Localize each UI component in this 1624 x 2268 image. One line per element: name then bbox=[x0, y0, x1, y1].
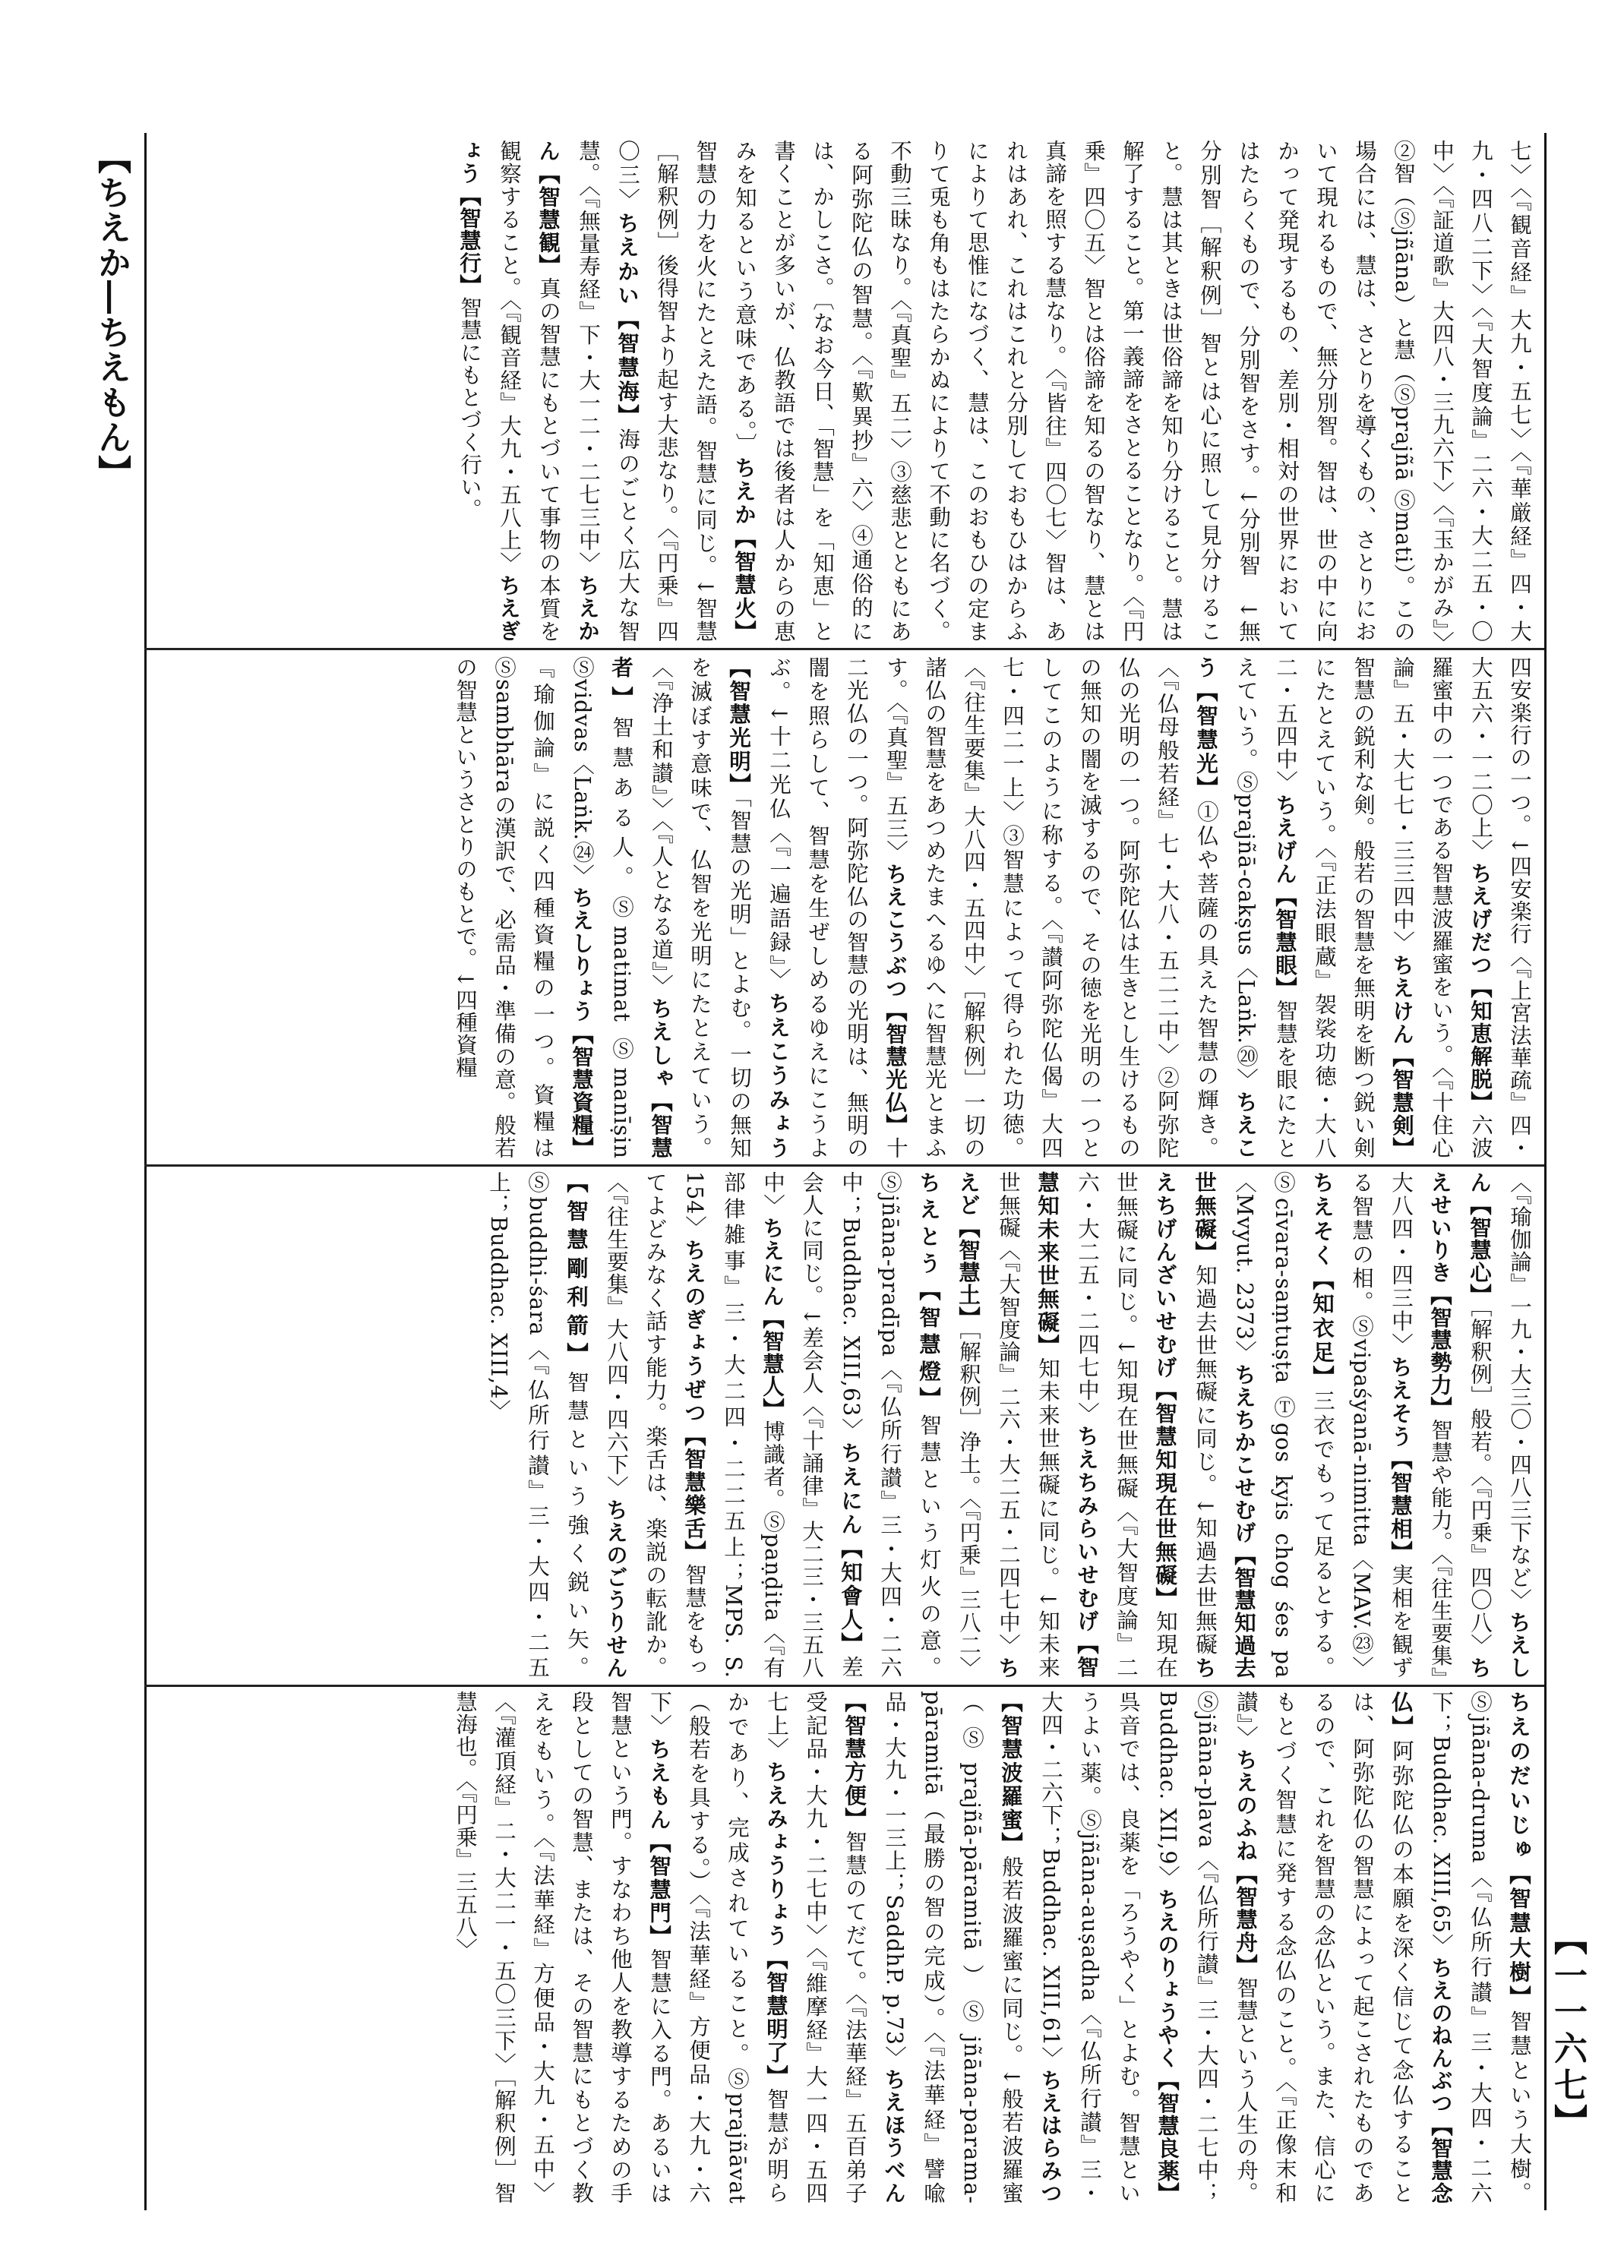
entry-definition: 実相を観ずる智慧の相。Ⓢvipaśyanā-nimitta〈MAV.㉓〉 bbox=[1349, 1171, 1414, 1679]
entry-kanji-form: 【智慧勢力】 bbox=[1427, 1284, 1453, 1419]
entry-kanji-form: 【知衣足】 bbox=[1310, 1268, 1335, 1390]
entry-kanji-form: 【智慧観】 bbox=[536, 163, 561, 277]
dictionary-entry bbox=[882, 1691, 1063, 2204]
entry-definition: 智慧や能力。〈『往生要集』大八四・四三中〉 bbox=[1389, 1171, 1453, 1679]
entry-kanji-form: 【智慧門】 bbox=[646, 1831, 672, 1948]
entry-definition: 智慧にもとづく行い。 bbox=[457, 296, 482, 521]
entry-definition: 「智慧の光明」とよむ。一切の無知を滅ぼす意味で、仏智を光明にたとえていう。〈『浄土和讃』〉〈『人となる道』〉 bbox=[649, 656, 752, 1159]
entry-definition: 般若波羅蜜に同じ。↓般若波羅蜜（Ⓢprajñā-pāramitā）Ⓢjñāna-parama-pāramitā（最勝の智の完成）。〈『法華経』譬喩品・大九・一三上；SaddhP. p.73〉 bbox=[882, 1691, 1024, 2204]
entry-definition: ①仏や菩薩の具えた智慧の輝き。〈『仏母般若経』七・大八・五二二中〉②阿弥陀仏の光明の一つ。阿弥陀仏は生きとし生けるものの無知の闇を滅するので、その徳を光明の一つとしてこのように称する。〈『讃阿弥陀仏偈』大四七・四二一上〉③智慧によって得られた功徳。〈『往生要集』大八四・五四中〉［解釈例］一切の諸仏の智慧をあつめたまへるゆへに智慧光とまふす。〈『真聖』五三〉 bbox=[883, 656, 1219, 1159]
entry-definition: 七〉〈『観音経』大九・五七〉〈『華厳経』四・大九・四八二下〉〈『大智度論』二六・大二五・〇中〉〈『証道歌』大四八・三九六下〉〈『玉かがみ』〉②智（Ⓢjñāna）と慧（Ⓢprajñā Ⓢmati）。この場合には、慧は、さとりを導くもの、さとりにおいて現れるもので、無分別智。智は、世の中に向かって発現するもの、差別・相対の世界においてはたらくもので、分別智をさす。↓分別智 ↓無分別智 bbox=[1197, 140, 1532, 643]
dictionary-entry bbox=[1234, 1691, 1454, 2204]
entry-headword: ちえのりょうやく bbox=[1155, 1887, 1180, 2069]
entry-headword: ちえそく bbox=[1310, 1171, 1335, 1268]
entry-kanji-form: 【智慧良薬】 bbox=[1155, 2068, 1180, 2204]
entry-definition: ［解釈例］智とは心に照して見分けること。慧は其ときは世俗諦を知り分けること。慧は解了すること。第一義諦をさとることなり。〈『円乗』四〇五〉智とは俗諦を知るの智なり、慧とは真諦を照する慧なり。〈『皆往』四〇七〉智は、あれはあれ、これはこれと分別しておもひはからふによりて思惟になづく、慧は、このおもひの定まりて兎も角もはたらかぬによりて不動に名づく。不動三昧なり。〈『真聖』五二〉③慈悲とともにある阿弥陀仏の智慧。〈『歎異抄』六〉④通俗的には、かしこさ。〔なお今日、「智慧」を「知恵」と書くことが多いが、仏教語では後者は人からの恵みを知るという意味である。〕 bbox=[732, 140, 1222, 643]
entry-definition: 呉音では、良薬を「ろうやく」とよむ。智慧というよい薬。Ⓢjñāna-auṣadha〈『仏所行讃』三・大四・二六下；Buddhac. XIII,61〉 bbox=[1038, 1691, 1141, 2204]
entry-headword: ちえとう bbox=[916, 1171, 942, 1279]
entry-kanji-form: 【智慧土】 bbox=[956, 1216, 981, 1329]
entry-definition: 智慧という灯火の意。Ⓢjñāna-pradīpa〈『仏所行讃』三・大四・二六中；Buddhac. XIII,63〉 bbox=[839, 1171, 942, 1679]
entry-kanji-form: 【智慧光仏】 bbox=[883, 1000, 908, 1137]
band-divider-2 bbox=[144, 1164, 1544, 1167]
entry-definition: 智慧の力を火にたとえた語。智慧に同じ。↓智慧 ［解釈例］後得智より起す大悲なり。〈『円乗』四〇三〉 bbox=[615, 140, 718, 643]
band-1-text bbox=[149, 140, 1539, 643]
dictionary-entry bbox=[883, 656, 1259, 1159]
entry-headword: ちえのごうりせん bbox=[603, 1498, 629, 1679]
entry-kanji-form: 【智慧心】 bbox=[1467, 1193, 1493, 1306]
entry-headword: ちえちみらいせむげ bbox=[1074, 1425, 1100, 1634]
entry-kanji-form: 【智慧剣】 bbox=[1389, 1045, 1415, 1159]
entry-kanji-form: 【知恵解脱】 bbox=[1468, 976, 1493, 1114]
entry-headword: ちえけん bbox=[1389, 953, 1415, 1046]
entry-headword: ちえこうみょう bbox=[766, 992, 791, 1159]
entry-headword: ちえのぎょうぜつ bbox=[681, 1238, 707, 1425]
entry-headword: ちえど bbox=[956, 1171, 1021, 1679]
entry-definition: 智慧という大樹。Ⓢjñāna-druma〈『仏所行讃』三・大四・二六下；Buddhac. XIII,65〉 bbox=[1429, 1691, 1532, 2204]
entry-headword: ちえしん bbox=[1467, 1171, 1532, 1679]
entry-headword: ちえちかこせむげ bbox=[1231, 1363, 1257, 1544]
band-divider-3 bbox=[144, 1685, 1544, 1687]
entry-kanji-form: 【智慧舟】 bbox=[1233, 1862, 1259, 1977]
dictionary-entry bbox=[453, 1691, 672, 2204]
entry-headword: ちえのねんぶつ bbox=[1428, 1956, 1454, 2115]
dictionary-entry bbox=[576, 140, 640, 643]
entry-kanji-form: 【智慧人】 bbox=[760, 1306, 785, 1420]
entry-kanji-form: 【智慧光】 bbox=[1193, 680, 1219, 801]
entry-kanji-form: 【智慧行】 bbox=[457, 185, 482, 297]
entry-headword: ちえこうぶつ bbox=[883, 862, 908, 1000]
band-3-text bbox=[149, 1171, 1539, 1679]
entry-definition: 智慧の鋭利な剣。般若の智慧を無明を断つ鋭い剣にたとえていう。〈『正法眼蔵』袈裟功徳・大八二・五四中〉 bbox=[1273, 656, 1376, 1159]
entry-kanji-form: 【智慧海】 bbox=[615, 308, 640, 428]
entry-kanji-form: 【智慧方便】 bbox=[842, 1691, 867, 1831]
entry-kanji-form: 【智慧燈】 bbox=[916, 1278, 942, 1414]
text-band-3 bbox=[149, 1171, 1539, 1679]
entry-headword: ちえのだいじゅ bbox=[1506, 1691, 1532, 1863]
entry-definition: 博識者。Ⓢpaṇḍita〈『有部律雑事』三・大二四・二二五上；MPS. S. 154〉 bbox=[682, 1171, 785, 1679]
entry-headword: ちえしゃ bbox=[648, 997, 674, 1091]
band-divider-1 bbox=[144, 648, 1544, 650]
entry-headword: ちえげん bbox=[1272, 793, 1298, 886]
entry-definition: 四安楽行の一つ。↓四安楽行〈『上宮法華疏』四・大五六・一二〇上〉 bbox=[1468, 656, 1532, 1159]
entry-definition: ［解釈例］浄土。〈『円乗』三八二〉 bbox=[956, 1328, 981, 1679]
entry-definition: 『瑜伽論』に説く四種資糧の一つ。資糧はⓈsambhāraの漢訳で、必需品・準備の意。般若の智慧というさとりのもとで。↓四種資糧 bbox=[453, 656, 555, 1159]
entry-definition: 海のごとく広大な智慧。〈『無量寿経』下・大一二・二七三中〉 bbox=[576, 140, 640, 643]
dictionary-entry bbox=[1197, 140, 1532, 643]
entry-kanji-form: 【智慧光明】 bbox=[726, 656, 752, 797]
entry-headword: ちえかい bbox=[615, 211, 640, 308]
entry-headword: ちえか bbox=[731, 456, 757, 527]
entry-headword: ちえこう bbox=[1193, 656, 1259, 1159]
entry-definition: 智慧をもってよどみなく話す能力。楽舌は、楽説の転訛か。〈『往生要集』大八四・四六下〉 bbox=[604, 1171, 707, 1679]
text-band-2 bbox=[149, 656, 1539, 1159]
entry-kanji-form: 【知會人】 bbox=[838, 1537, 864, 1657]
entry-definition: 智慧という強く鋭い矢。Ⓢbuddhi-śara〈『仏所行讃』三・大四・二五上；Buddhac. XIII,4〉 bbox=[486, 1171, 589, 1679]
entry-kanji-form: 【智慧明了】 bbox=[763, 1947, 789, 2089]
text-band-1 bbox=[149, 140, 1539, 643]
entry-definition: 智慧ある人。Ⓢmatimat Ⓢmanīṣin Ⓢvidvas〈Laṅk.㉔〉 bbox=[570, 656, 634, 1159]
band-4-text bbox=[149, 1691, 1539, 2204]
entry-headword: ちえのふね bbox=[1233, 1748, 1259, 1863]
dictionary-entry bbox=[732, 140, 1222, 643]
entry-headword: ちえにん bbox=[838, 1442, 864, 1537]
entry-headword: ちえぎょう bbox=[457, 140, 522, 643]
text-band-4 bbox=[149, 1691, 1539, 2204]
entry-kanji-form: 【智慧火】 bbox=[731, 526, 757, 643]
entry-definition: 智慧が明らかであり、完成されていること。Ⓢprajñāvat（般若を具する。）〈『法華経』方便品・大九・六下〉 bbox=[647, 1691, 789, 2204]
entry-definition: 智慧に入る門。あるいは智慧という門。すなわち他人を教導するための手段としての智慧、または、その智慧にもとづく教えをもいう。〈『法華経』方便品・大九・五中〉〈『灌頂経』二・大二一・五〇三下〉［解釈例］智慧海也。〈『円乗』三五八〉 bbox=[453, 1691, 672, 2204]
entry-definition: 知未来世無礙に同じ。↓知未来世無礙〈『大智度論』二六・大二五・二四七中〉 bbox=[996, 1171, 1060, 1679]
entry-headword: ちえみょうりょう bbox=[763, 1761, 789, 1948]
entry-kanji-form: 【智慧知現在世無礙】 bbox=[1152, 1379, 1178, 1610]
entry-kanji-form: 【智慧波羅蜜】 bbox=[998, 1691, 1024, 1856]
entry-definition: 真の智慧にもとづいて事物の本質を観察すること。〈『観音経』大九・五八上〉 bbox=[497, 140, 561, 643]
entry-headword: ちえげだつ bbox=[1468, 862, 1493, 977]
entry-definition: 智慧を眼にたとえていう。Ⓢprajñā-cakṣus〈Laṅk.⑳〉 bbox=[1234, 656, 1298, 1159]
entry-definition: 知過去世無礙に同じ。↓知過去世無礙 bbox=[1193, 1264, 1218, 1657]
entry-kanji-form: 【智慧資糧】 bbox=[569, 1022, 595, 1159]
entry-kanji-form: 【智慧眼】 bbox=[1272, 885, 1298, 1000]
entry-definition: ［解釈例］般若。〈『円乗』四〇八〉 bbox=[1468, 1306, 1493, 1657]
entry-headword: ちえちげんざいせむげ bbox=[1152, 1171, 1218, 1679]
page-number: 【一一六七】 bbox=[1548, 1922, 1587, 2140]
entry-headword: ちえはらみつ bbox=[1038, 2069, 1063, 2204]
entry-headword: ちえかん bbox=[536, 140, 601, 643]
entry-headword: ちえにん bbox=[760, 1216, 785, 1307]
entry-definition: 知現在世無礙に同じ。↓知現在世無礙〈『大智度論』二六・大二五・二四七中〉 bbox=[1075, 1171, 1178, 1679]
entry-kanji-form: 【智慧剛利箭】 bbox=[564, 1171, 589, 1371]
entry-kanji-form: 【智慧者】 bbox=[608, 656, 674, 1159]
entry-definition: 智慧のてだて。〈『法華経』五百弟子受記品・大九・二七中〉〈『維摩経』大一四・五四七上〉 bbox=[764, 1691, 867, 2204]
entry-kanji-form: 【智慧相】 bbox=[1388, 1448, 1414, 1564]
entry-kanji-form: 【智慧知過去世無礙】 bbox=[1192, 1171, 1257, 1679]
entry-kanji-form: 【智慧樂舌】 bbox=[681, 1424, 707, 1564]
entry-headword: ちえしりょう bbox=[569, 886, 595, 1023]
entry-definition: 〈『瑜伽論』一九・大三〇・四八三下など〉 bbox=[1507, 1171, 1532, 1612]
entry-definition: 十二光仏の一つ。阿弥陀仏の智慧の光明は、無明の闇を照らして、智慧を生ぜしめるゆえにこうよぶ。↓十二光仏〈『一遍語録』〉 bbox=[766, 656, 908, 1159]
dictionary-entry bbox=[1507, 1171, 1532, 1611]
running-head: 【ちえか―ちえもん】 bbox=[92, 141, 131, 490]
entry-headword: ちえせいりき bbox=[1427, 1171, 1493, 1679]
entry-definition: 差会人に同じ。↓差会人〈『十誦律』大二三・三五八中〉 bbox=[760, 1171, 864, 1679]
entry-headword: ちえそう bbox=[1388, 1356, 1414, 1448]
entry-definition: 六波羅蜜中の一つである智慧波羅蜜をいう。〈『十住心論』五・大七七・三三四中〉 bbox=[1390, 656, 1493, 1159]
entry-kanji-form: 【智慧大樹】 bbox=[1506, 1862, 1532, 2011]
band-2-text bbox=[149, 656, 1539, 1159]
entry-definition: 智慧という人生の舟。Ⓢjñāna-plava〈『仏所行讃』三・大四・二七中；Buddhac. XII,9〉 bbox=[1155, 1691, 1259, 2204]
entry-headword: ちえもん bbox=[646, 1737, 672, 1831]
entry-definition: 三衣でもって足るとする。Ⓢcīvara-saṃtuṣṭa Ⓣgos kyis chog śes pa〈Mvyut. 2373〉 bbox=[1232, 1171, 1335, 1679]
entry-kanji-form: 【智慧知未来世無礙】 bbox=[1035, 1171, 1100, 1679]
entry-kanji-form: 【智慧念仏】 bbox=[1389, 1691, 1454, 2204]
entry-headword: ちえほうべん bbox=[881, 2068, 907, 2204]
entry-definition: 阿弥陀仏の本願を深く信じて念仏することは、阿弥陀仏の智慧によって起こされたものであるので、これを智慧の念仏という。また、信心にもとづく智慧に発する念仏のこと。〈『正像末和讃』〉 bbox=[1234, 1691, 1414, 2204]
